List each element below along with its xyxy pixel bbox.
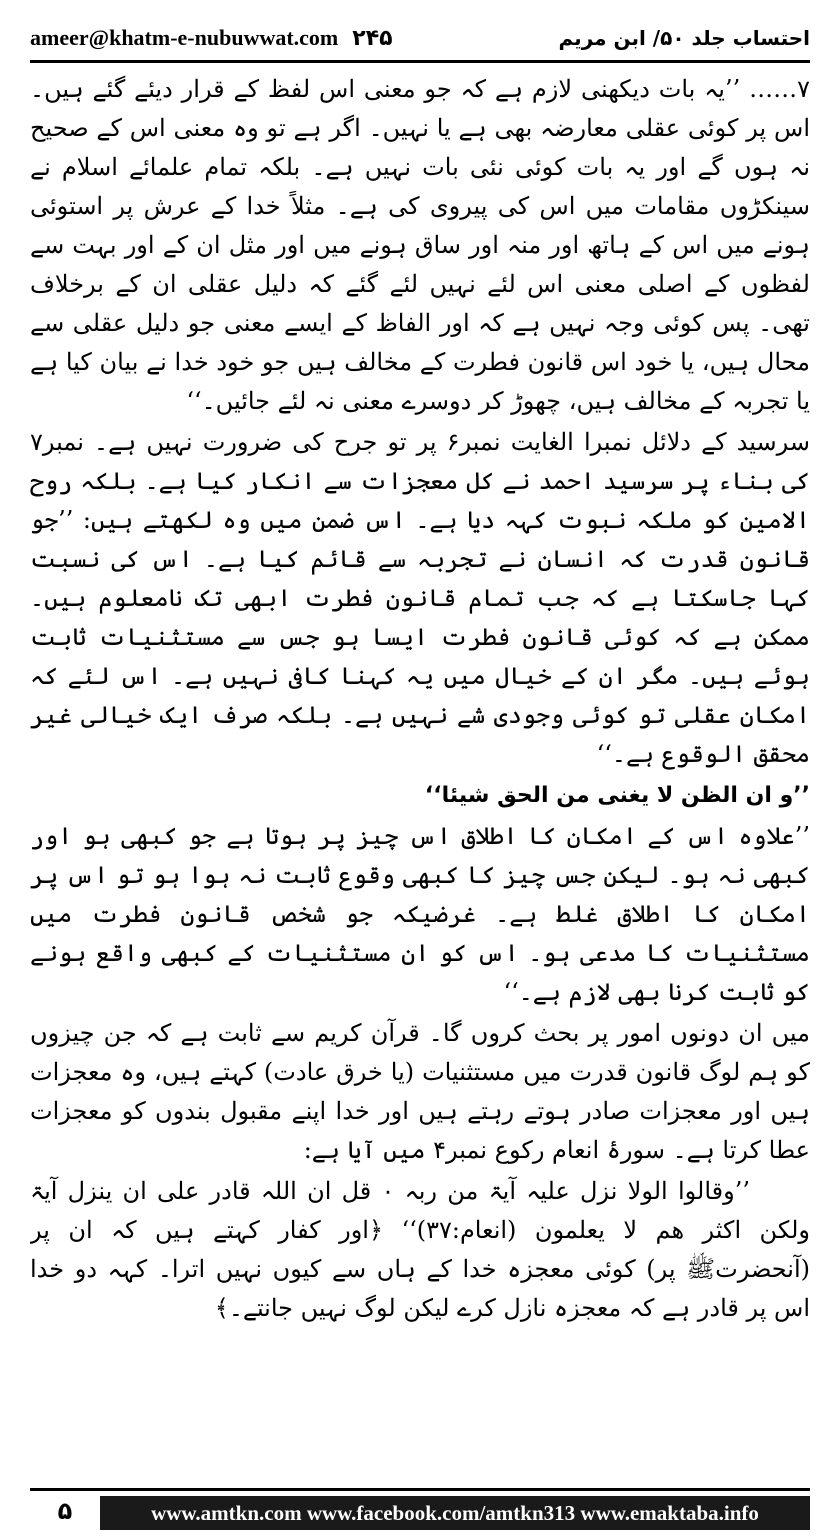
footer-page-number: ۵ [57,1497,73,1525]
header-left [30,25,393,51]
header-book-title: احتساب جلد ۵۰/ ابن مریم [558,26,810,50]
page-header [30,16,810,63]
paragraph-imkan: ’’علاوہ اس کے امکان کا اطلاق اس چیز پر ہوتا ہے جو کبھی ہو اور کبھی نہ ہو۔ لیکن جس چیز کا کبھی وقوع ثابت نہ ہوا ہو تو اس پر امکان کا اطلاق غلط ہے۔ غرضیکہ جو شخص قانون فطرت میں مستثنیات کا مدعی ہو۔ اس کو ان مستثنیات کے کبھی واقع ہونے کو ثابت کرنا بھی لازم ہے۔‘‘ [30,822,810,1006]
paragraph-sirsyed: سرسید کے دلائل نمبرا الغایت نمبر۶ پر تو جرح کی ضرورت نہیں ہے۔ نمبر۷ کی بناء پر سرسید احمد نے کل معجزات سے انکار کیا ہے۔ بلکہ روح الامین کو ملکہ نبوت کہہ دیا ہے۔ اس ضمن میں وہ لکھتے ہیں: ’’جو قانون قدرت کہ انسان نے تجربہ سے قائم کیا ہے۔ اس کی نسبت کہا جاسکتا ہے کہ جب تمام قانون فطرت ابھی تک نامعلوم ہیں۔ ممکن ہے کہ کوئی قانون فطرت ایسا ہو جس سے مستثنیات ثابت ہوئے ہیں۔ مگر ان کے خیال میں یہ کہنا کافی نہیں ہے۔ اس لئے کہ امکان عقلی تو کوئی وجودی شے نہیں ہے۔ بلکہ صرف ایک خیالی غیر محقق الوقوع ہے۔‘‘ [30,428,810,768]
header-page-number: ۲۴۵ [352,26,393,51]
paragraph-mojizat: میں ان دونوں امور پر بحث کروں گا۔ قرآن کریم سے ثابت ہے کہ جن چیزوں کو ہم لوگ قانون قدرت میں مستثنیات (یا خرق عادت) کہتے ہیں، وہ معجزات ہیں اور معجزات صادر ہوتے رہتے ہیں اور خدا اپنے مقبول بندوں کو معجزات عطا کرتا ہے۔ سورۂ انعام رکوع نمبر۴ میں آیا ہے: [30,1019,810,1164]
paragraph-quran-verse: ’’وقالوا الولا نزل علیہ آیۃ من ربہ ۰ قل ان اللہ قادر علی ان ینزل آیۃ ولکن اکثر ھم لا یعلمون (انعام:۳۷)‘‘ ﴿اور کفار کہتے ہیں کہ ان پر (آنحضرتﷺ پر) کوئی معجزہ خدا کے ہاں سے کیوں نہیں اترا۔ کہہ دو خدا اس پر قادر ہے کہ معجزہ نازل کرے لیکن لوگ نہیں جانتے۔﴾ [30,1177,810,1322]
footer-links[interactable]: www.amtkn.com www.facebook.com/amtkn313 www.emaktaba.info [100,1496,810,1530]
header-email: ameer@khatm-e-nubuwwat.com [30,25,339,50]
arabic-quote: ’’و ان الظن لا یغنی من الحق شیئا‘‘ [424,783,810,808]
paragraph-quote-seven: ۷…… ’’یہ بات دیکھنی لازم ہے کہ جو معنی اس لفظ کے قرار دیئے گئے ہیں۔ اس پر کوئی عقلی معارضہ بھی ہے یا نہیں۔ اگر ہے تو وہ معنی اس کے صحیح نہ ہوں گے اور یہ بات کوئی نئی بات نہیں ہے۔ بلکہ تمام علمائے اسلام نے سینکڑوں مقامات میں اس کی پیروی کی ہے۔ مثلاً خدا کے عرش پر استوئی ہونے میں اس کے ہاتھ اور منہ اور ساق ہونے میں اور مثل ان کے اور بہت سے لفظوں کے اصلی معنی اس لئے نہیں لئے گئے کہ دلیل عقلی ان کے برخلاف تھی۔ پس کوئی وجہ نہیں ہے کہ اور الفاظ کے ایسے معنی جو دلیل عقلی سے محال ہیں، یا خود اس قانون فطرت کے مخالف ہیں جو خود خدا نے بیان کیا ہے یا تجربہ کے مخالف ہیں، چھوڑ کر دوسرے معنی نہ لئے جائیں۔‘‘ [30,75,810,415]
page-body [30,70,810,1460]
page-footer [30,1488,810,1531]
